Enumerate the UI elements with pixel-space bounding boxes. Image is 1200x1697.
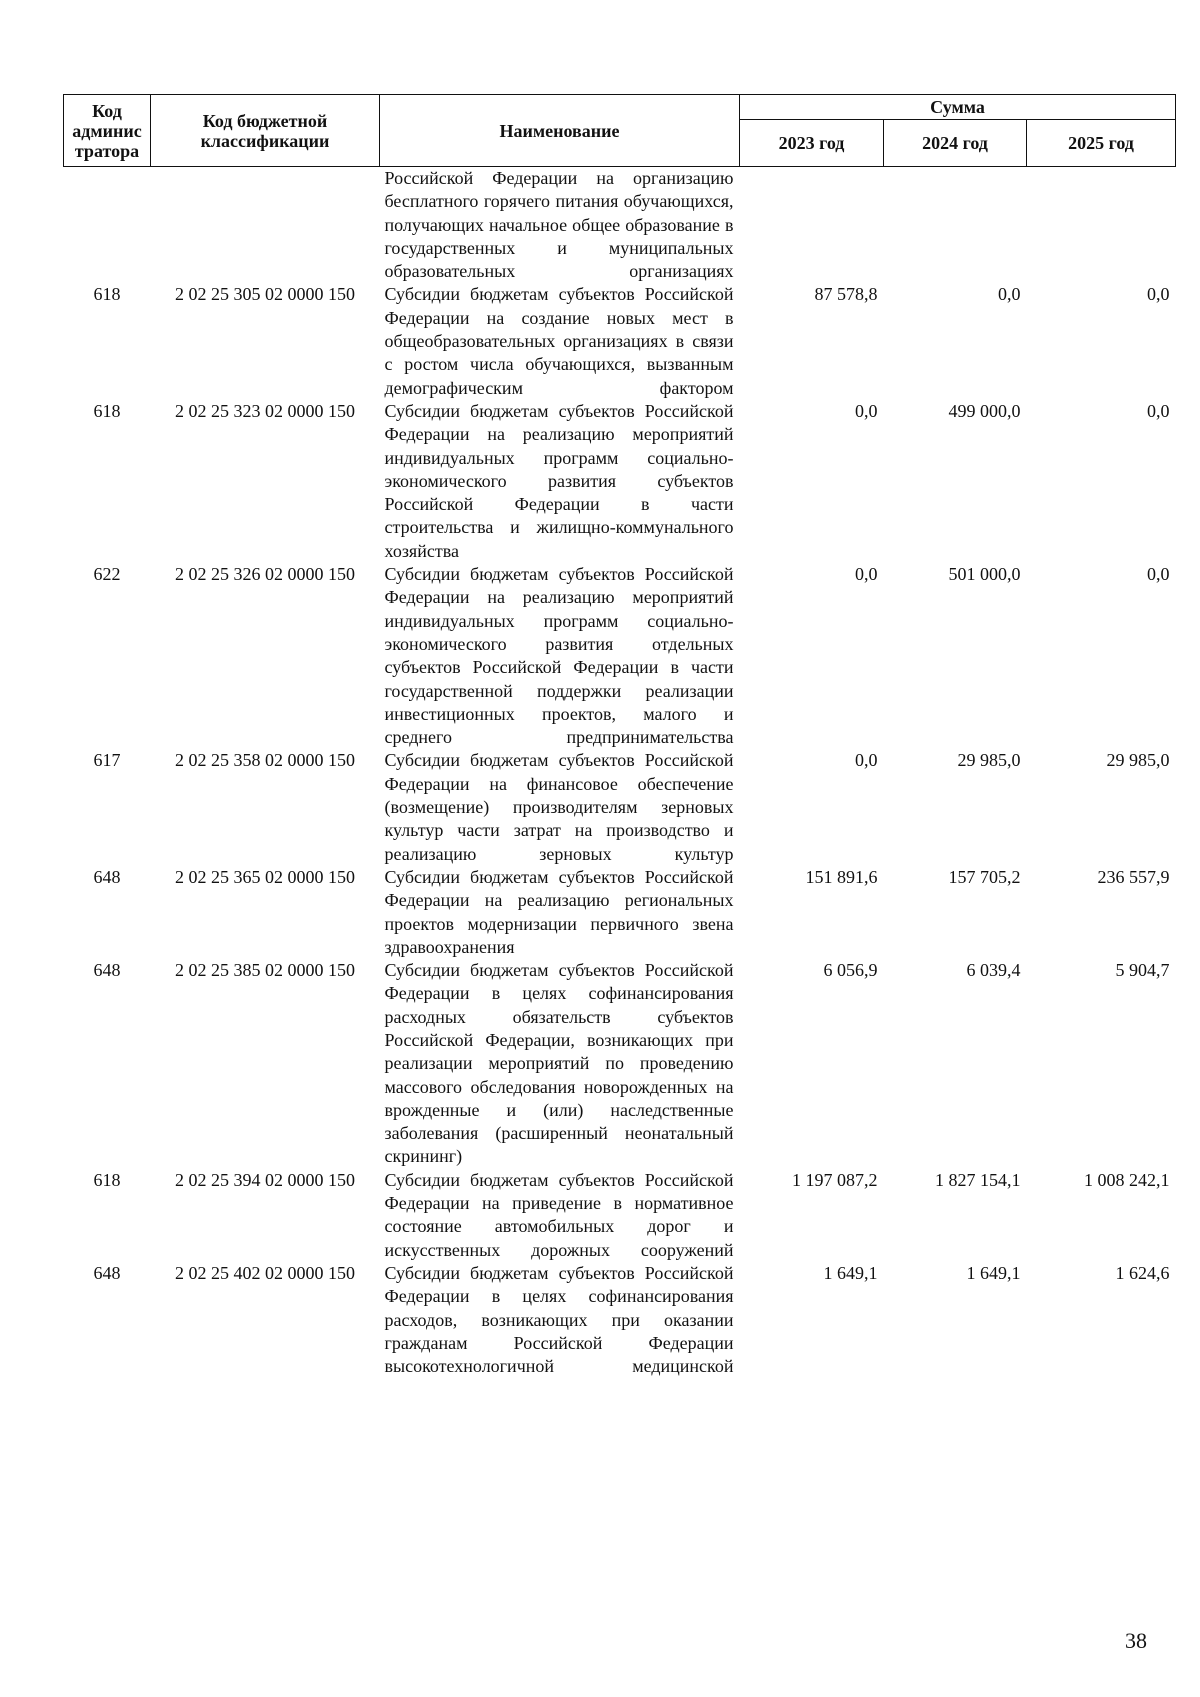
admin-code-cell: 617 [93, 750, 121, 771]
amount-2023-cell: 1 649,1 [823, 1262, 878, 1283]
amount-2025-cell: 0,0 [1147, 284, 1170, 305]
header-admin-line: Код [92, 100, 122, 121]
name-cell: Субсидии бюджетам субъектов Российской Федерации на финансовое обеспечение (возмещение) производителям зерновых культур части затрат на производство и реализацию зерновых культур [384, 750, 734, 864]
amount-2023-cell: 6 056,9 [823, 960, 878, 981]
amount-2024-cell: 499 000,0 [948, 400, 1021, 421]
name-cell: Субсидии бюджетам субъектов Российской Федерации на реализацию мероприятий индивидуальных программ социально-экономического развития отдельных субъектов Российской Федерации в части государственной поддержки реализации инвестиционных проектов, малого и среднего предпринимательства [384, 564, 734, 748]
name-cell: Субсидии бюджетам субъектов Российской Федерации в целях софинансирования расходных обязательств субъектов Российской Федерации, возникающих при реализации мероприятий по проведению массового обследования новорожденных на врожденные и (или) наследственные заболевания (расширенный неонатальный скрининг) [384, 960, 734, 1167]
header-budget-code [151, 95, 380, 167]
budget-code-cell: 2 02 25 394 02 0000 150 [175, 1169, 355, 1190]
table-row [64, 1262, 1176, 1378]
amount-2025-cell: 0,0 [1147, 564, 1170, 585]
amount-2025-cell: 236 557,9 [1097, 866, 1170, 887]
amount-2025-cell: 0,0 [1147, 400, 1170, 421]
table-row [64, 563, 1176, 749]
header-admin-line: тратора [74, 140, 140, 161]
budget-code-cell: 2 02 25 365 02 0000 150 [175, 866, 355, 887]
amount-2023-cell: 0,0 [855, 564, 878, 585]
name-cell: Субсидии бюджетам субъектов Российской Федерации в целях софинансирования расходов, возникающих при оказании гражданам Российской Федерации высокотехнологичной медицинской [384, 1262, 734, 1377]
amount-2025-cell: 1 624,6 [1115, 1262, 1170, 1283]
header-year-2023: 2023 год [740, 120, 884, 167]
budget-code-cell: 2 02 25 402 02 0000 150 [175, 1262, 355, 1283]
admin-code-cell: 618 [93, 400, 121, 421]
amount-2025-cell: 1 008 242,1 [1084, 1169, 1170, 1190]
header-sum: Сумма [740, 95, 1176, 120]
admin-code-cell: 648 [93, 1262, 121, 1283]
budget-code-cell: 2 02 25 323 02 0000 150 [175, 400, 355, 421]
header-admin-code [64, 95, 151, 167]
name-cell: Субсидии бюджетам субъектов Российской Федерации на создание новых мест в общеобразовательных организациях в связи с ростом числа обучающихся, вызванным демографическим фактором [384, 284, 734, 398]
amount-2023-cell: 1 197 087,2 [792, 1169, 878, 1190]
admin-code-cell: 618 [93, 1169, 121, 1190]
amount-2024-cell: 501 000,0 [948, 564, 1021, 585]
amount-2025-cell: 5 904,7 [1115, 960, 1170, 981]
budget-code-cell: 2 02 25 305 02 0000 150 [175, 284, 355, 305]
table-row [64, 1169, 1176, 1262]
budget-code-cell: 2 02 25 358 02 0000 150 [175, 750, 355, 771]
amount-2024-cell: 29 985,0 [957, 750, 1021, 771]
header-name: Наименование [380, 95, 740, 167]
budget-code-cell: 2 02 25 326 02 0000 150 [175, 564, 355, 585]
amount-2024-cell: 1 827 154,1 [935, 1169, 1021, 1190]
admin-code-cell: 618 [93, 284, 121, 305]
budget-code-cell: 2 02 25 385 02 0000 150 [175, 960, 355, 981]
table-row [64, 866, 1176, 959]
table-body [64, 167, 1176, 1379]
header-year-2025: 2025 год [1027, 120, 1176, 167]
table-row [64, 959, 1176, 1169]
name-cell: Субсидии бюджетам субъектов Российской Федерации на приведение в нормативное состояние автомобильных дорог и искусственных дорожных сооружений [384, 1169, 734, 1260]
amount-2023-cell: 0,0 [855, 400, 878, 421]
amount-2023-cell: 151 891,6 [805, 866, 878, 887]
amount-2024-cell: 0,0 [998, 284, 1021, 305]
header-code-line: классификации [200, 130, 330, 151]
continuation-text: Российской Федерации на организацию бесплатного горячего питания обучающихся, получающих начальное общее образование в государственных и муниципальных образовательных организациях [384, 168, 734, 282]
header-code-line: Код бюджетной [202, 110, 328, 131]
amount-2024-cell: 6 039,4 [966, 960, 1021, 981]
amount-2024-cell: 157 705,2 [948, 866, 1021, 887]
table-row [64, 283, 1176, 399]
table-header [64, 95, 1176, 167]
header-year-2024: 2024 год [884, 120, 1027, 167]
amount-2023-cell: 87 578,8 [814, 284, 878, 305]
budget-table [63, 94, 1176, 1378]
budget-table-page [63, 94, 1175, 1378]
admin-code-cell: 648 [93, 960, 121, 981]
page-number: 38 [1125, 1628, 1147, 1653]
name-cell: Субсидии бюджетам субъектов Российской Федерации на реализацию мероприятий индивидуальных программ социально-экономического развития субъектов Российской Федерации в части строительства и жилищно-коммунального хозяйства [384, 400, 734, 561]
table-row [64, 749, 1176, 865]
continuation-row [64, 167, 1176, 284]
amount-2023-cell: 0,0 [855, 750, 878, 771]
header-admin-line: админис [72, 120, 142, 141]
amount-2024-cell: 1 649,1 [966, 1262, 1021, 1283]
table-row [64, 400, 1176, 563]
amount-2025-cell: 29 985,0 [1106, 750, 1170, 771]
admin-code-cell: 622 [93, 564, 121, 585]
name-cell: Субсидии бюджетам субъектов Российской Федерации на реализацию региональных проектов модернизации первичного звена здравоохранения [384, 866, 734, 957]
admin-code-cell: 648 [93, 866, 121, 887]
